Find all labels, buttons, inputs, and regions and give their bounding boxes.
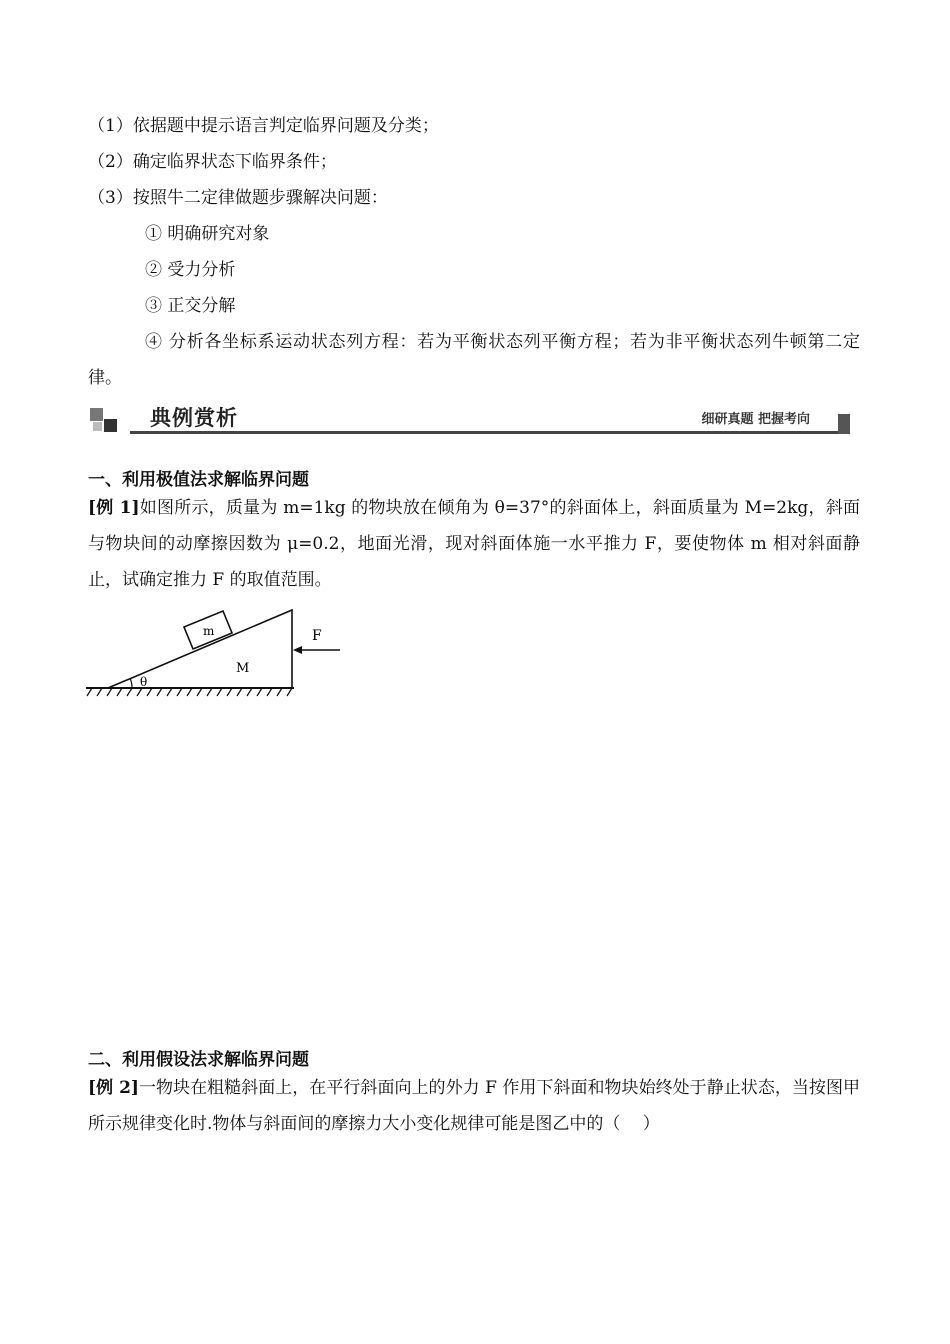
example-2-label: [例 2]	[88, 1078, 139, 1098]
banner-title: 典例赏析	[150, 406, 238, 430]
force-label: F	[312, 628, 322, 644]
force-arrowhead	[293, 646, 302, 654]
section-banner	[88, 402, 850, 436]
example-1	[88, 490, 860, 598]
example-1-text: 如图所示，质量为 m=1kg 的物块放在倾角为 θ=37°的斜面体上，斜面质量为 M=2kg，斜面与物块间的动摩擦因数为 μ=0.2，地面光滑，现对斜面体施一水平推力 F，要使物体 m 相对斜面静止，试确定推力 F 的取值范围。	[88, 498, 860, 590]
block-label: m	[203, 624, 215, 638]
section-2-heading: 二、利用假设法求解临界问题	[88, 1050, 309, 1070]
banner-squares-icon	[88, 406, 122, 436]
substep-2: ② 受力分析	[145, 260, 236, 280]
example-2-text: 一物块在粗糙斜面上，在平行斜面向上的外力 F 作用下斜面和物块始终处于静止状态，当按图甲所示规律变化时.物体与斜面间的摩擦力大小变化规律可能是图乙中的（ ）	[88, 1078, 860, 1134]
step-1: （1）依据题中提示语言判定临界问题及分类；	[88, 116, 439, 136]
substep-4: ④ 分析各坐标系运动状态列方程：若为平衡状态列平衡方程；若为非平衡状态列牛顿第二定律。	[88, 332, 860, 388]
banner-rule	[130, 431, 838, 434]
angle-arc	[130, 678, 132, 688]
substep-1: ① 明确研究对象	[145, 224, 270, 244]
banner-subtitle: 细研真题 把握考向	[701, 412, 810, 427]
ground-hatching	[86, 688, 294, 696]
section-1-heading: 一、利用极值法求解临界问题	[88, 470, 309, 490]
incline-figure	[86, 606, 348, 702]
example-1-label: [例 1]	[88, 498, 140, 518]
angle-label: θ	[140, 675, 148, 689]
step-3: （3）按照牛二定律做题步骤解决问题：	[88, 188, 388, 208]
substep-3: ③ 正交分解	[145, 296, 236, 316]
step-2: （2）确定临界状态下临界条件；	[88, 152, 337, 172]
wedge-label: M	[236, 661, 250, 676]
example-2	[88, 1070, 860, 1142]
banner-end-block	[838, 414, 850, 434]
